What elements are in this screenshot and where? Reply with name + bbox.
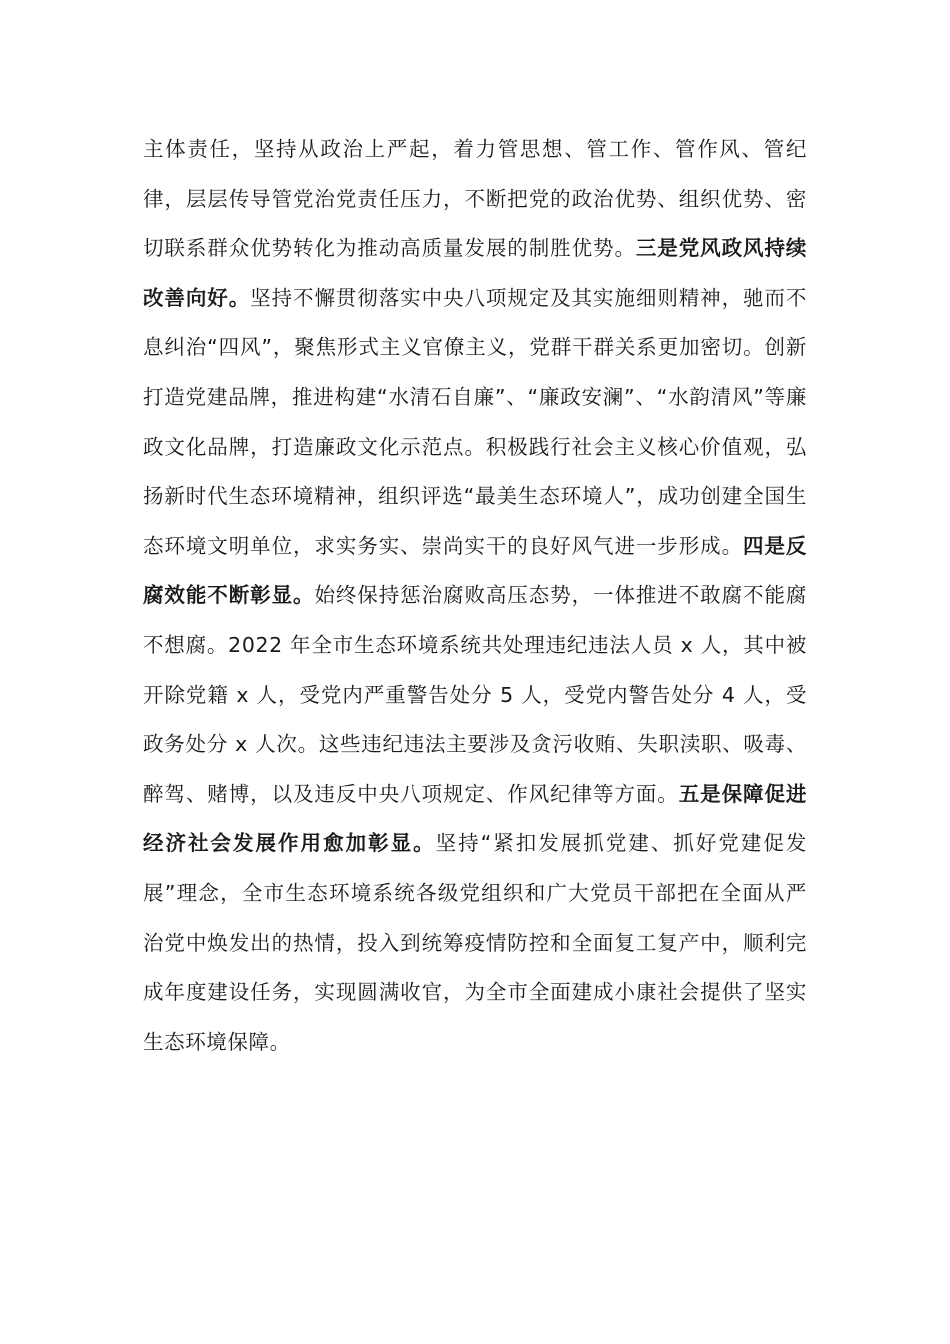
- heading-phrase-5: 五是保障促进经济社会发展作用愈加彰显。: [143, 781, 807, 856]
- text-segment: 始终保持惩治腐败高压态势，一体推进不敢腐不能腐不想腐。2022 年全市生态环境系统共处理违纪违法人员 x 人，其中被开除党籍 x 人，受党内严重警告处分 5 人，受党内警告处分 4 人，受政务处分 x 人次。这些违纪违法主要涉及贪污收贿、失职渎职、吸毒、醉驾、赌博，以及违反中央八项规定、作风纪律等方面。: [143, 583, 807, 806]
- heading-phrase-4: 四是反腐效能不断彰显。: [143, 533, 807, 608]
- text-segment: 坚持“紧扣发展抓党建、抓好党建促发展”理念，全市生态环境系统各级党组织和广大党员干部把在全面从严治党中焕发出的热情，投入到统筹疫情防控和全面复工复产中，顺利完成年度建设任务，实现圆满收官，为全市全面建成小康社会提供了坚实生态环境保障。: [143, 831, 807, 1054]
- body-paragraph: [143, 125, 807, 1067]
- heading-phrase-3: 三是党风政风持续改善向好。: [143, 236, 807, 310]
- text-segment: 坚持不懈贯彻落实中央八项规定及其实施细则精神，驰而不息纠治“四风”，聚焦形式主义官僚主义，党群干群关系更加密切。创新打造党建品牌，推进构建“水清石自廉”、“廉政安澜”、“水韵清风”等廉政文化品牌，打造廉政文化示范点。积极践行社会主义核心价值观，弘扬新时代生态环境精神，组织评选“最美生态环境人”，成功创建全国生态环境文明单位，求实务实、崇尚实干的良好风气进一步形成。: [143, 285, 807, 558]
- text-segment: 主体责任，坚持从政治上严起，着力管思想、管工作、管作风、管纪律，层层传导管党治党责任压力，不断把党的政治优势、组织优势、密切联系群众优势转化为推动高质量发展的制胜优势。: [143, 137, 807, 261]
